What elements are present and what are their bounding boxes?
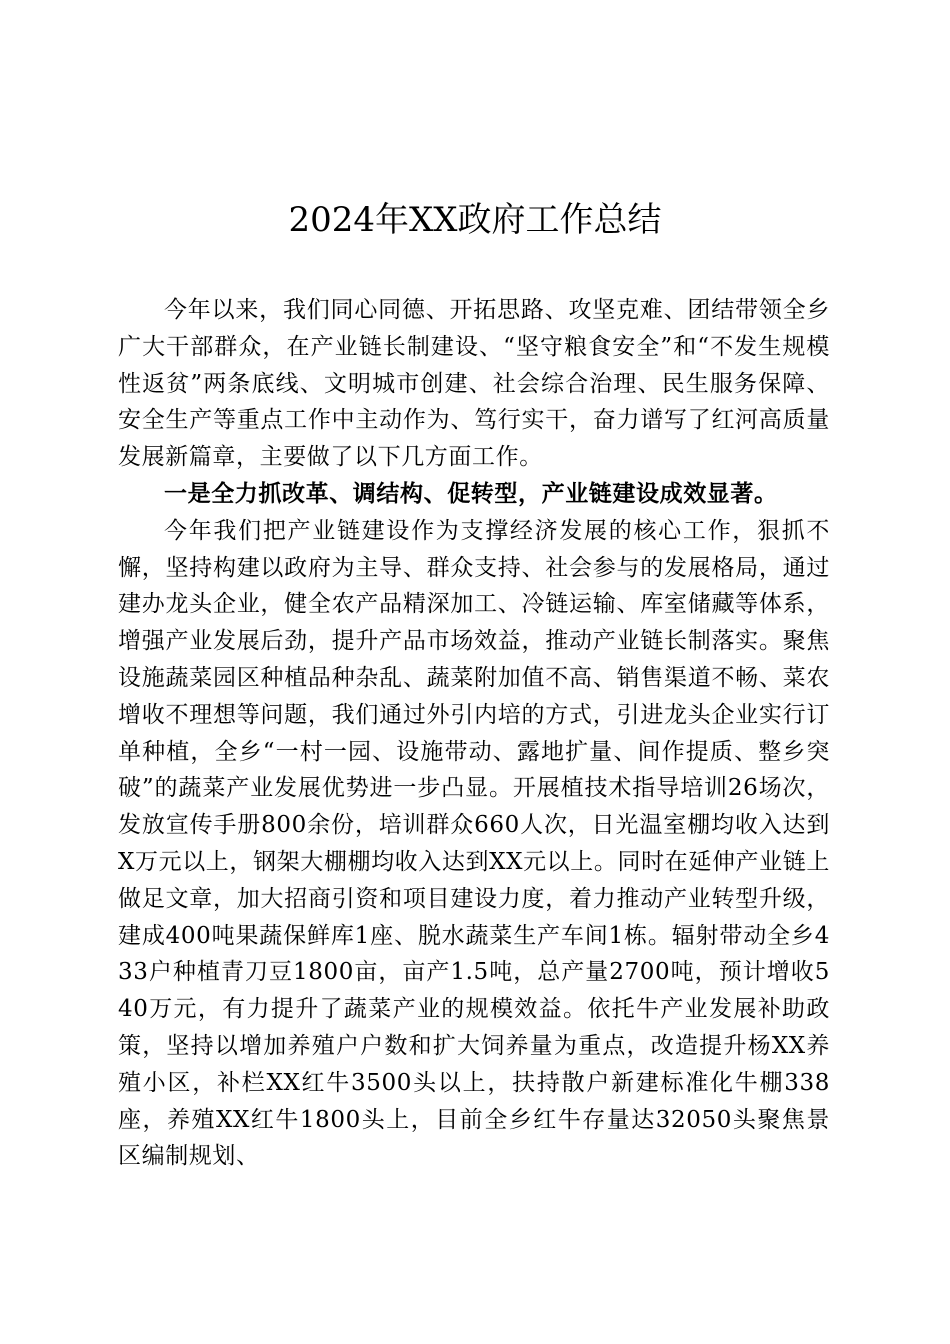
document-title: 2024年XX政府工作总结 [288,200,662,240]
document-body [118,292,830,1175]
section-heading: 一是全力抓改革、调结构、促转型，产业链建设成效显著。 [164,479,778,507]
section-paragraph: 今年我们把产业链建设作为支撑经济发展的核心工作，狠抓不懈，坚持构建以政府为主导、群众支持、社会参与的发展格局，通过建办龙头企业，健全农产品精深加工、冷链运输、库室储藏等体系，增强产业发展后劲，提升产品市场效益，推动产业链长制落实。聚焦设施蔬菜园区种植品种杂乱、蔬菜附加值不高、销售渠道不畅、菜农增收不理想等问题，我们通过外引内培的方式，引进龙头企业实行订单种植，全乡“一村一园、设施带动、露地扩量、间作提质、整乡突破”的蔬菜产业发展优势进一步凸显。开展植技术指导培训26场次，发放宣传手册800余份，培训群众660人次，日光温室棚均收入达到X万元以上，钢架大棚棚均收入达到XX元以上。同时在延伸产业链上做足文章，加大招商引资和项目建设力度，着力推动产业转型升级，建成400吨果蔬保鲜库1座、脱水蔬菜生产车间1栋。辐射带动全乡433户种植青刀豆1800亩，亩产1.5吨，总产量2700吨，预计增收540万元，有力提升了蔬菜产业的规模效益。依托牛产业发展补助政策，坚持以增加养殖户户数和扩大饲养量为重点，改造提升杨XX养殖小区，补栏XX红牛3500头以上，扶持散户新建标准化牛棚338座，养殖XX红牛1800头上，目前全乡红牛存量达32050头聚焦景区编制规划、 [118,517,830,1170]
intro-paragraph: 今年以来，我们同心同德、开拓思路、攻坚克难、团结带领全乡广大干部群众，在产业链长制建设、“坚守粮食安全”和“不发生规模性返贫”两条底线、文明城市创建、社会综合治理、民生服务保障、安全生产等重点工作中主动作为、笃行实干，奋力谱写了红河高质量发展新篇章，主要做了以下几方面工作。 [118,297,830,471]
